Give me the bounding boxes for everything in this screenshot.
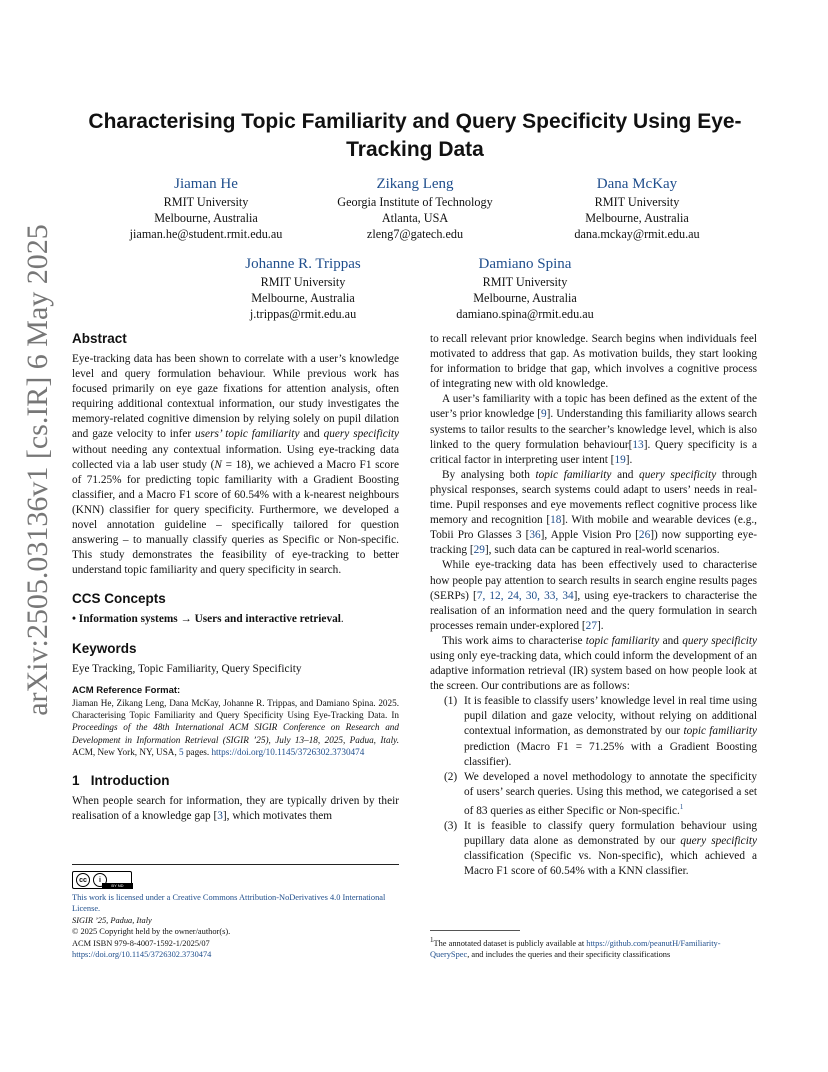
author-block: [90, 174, 322, 242]
acm-reference-doi-link[interactable]: https://doi.org/10.1145/3726302.3730474: [211, 747, 365, 758]
citation-link[interactable]: 36: [529, 529, 541, 542]
right-column: [430, 332, 757, 879]
cc-icon: cc: [76, 873, 90, 887]
author-name[interactable]: Johanne R. Trippas: [245, 256, 361, 272]
intro-heading: 1 Introduction: [72, 773, 170, 789]
author-name[interactable]: Zikang Leng: [376, 176, 454, 192]
dataset-link[interactable]: https://github.com/peanutH/Familiarity-QuerySpec: [430, 938, 721, 960]
author-affiliation: Georgia Institute of Technology: [337, 195, 493, 209]
author-location: Melbourne, Australia: [585, 211, 689, 225]
author-affiliation: RMIT University: [594, 195, 680, 209]
author-email: zleng7@gatech.edu: [366, 227, 464, 241]
license-block: [72, 892, 399, 960]
cc-strip: BY ND: [102, 883, 133, 889]
citation-link[interactable]: 7, 12, 24, 30, 33, 34: [476, 589, 574, 602]
intro-paragraph: When people search for information, they are typically driven by their realisation of a knowledge gap [3], which motivates them: [72, 795, 399, 823]
left-column: [72, 330, 399, 825]
ccs-concepts: • Information systems → Users and interactive retrieval.: [72, 613, 344, 626]
author-location: Atlanta, USA: [381, 211, 449, 225]
author-location: Melbourne, Australia: [154, 211, 258, 225]
author-affiliation: RMIT University: [260, 275, 346, 289]
author-block: [200, 254, 406, 322]
citation-link[interactable]: 29: [473, 544, 485, 557]
acm-reference-heading: ACM Reference Format:: [72, 684, 181, 696]
acm-reference-text: Jiaman He, Zikang Leng, Dana McKay, Johanne R. Trippas, and Damiano Spina. 2025. Characterising Topic Familiarity and Query Specificity Using Eye-Tracking Data. In Proceedings of the 48th International ACM SIGIR Conference on Research and Development in Information Retrieval (SIGIR ’25), July 13–18, 2025, Padua, Italy. ACM, New York, NY, USA, 5 pages. https://doi.org/10.1145/3726302.3730474: [72, 697, 399, 758]
author-email: damiano.spina@rmit.edu.au: [456, 307, 594, 321]
citation-link[interactable]: 3: [217, 810, 223, 823]
citation-link[interactable]: 18: [550, 514, 562, 527]
citation-link[interactable]: 27: [585, 619, 597, 632]
copyright-line: © 2025 Copyright held by the owner/author(s).: [72, 927, 231, 937]
doi-link[interactable]: https://doi.org/10.1145/3726302.3730474: [72, 950, 212, 960]
author-location: Melbourne, Australia: [251, 291, 355, 305]
isbn-line: ACM ISBN 979-8-4007-1592-1/2025/07: [72, 938, 210, 948]
contribution-item: (3) It is feasible to classify query formulation behaviour using pupillary data alone as demonstrated by our query specificity classification (Specific vs. Non-specific), which achieved a Macro F1 score of 60.54% with a KNN classifier.: [444, 819, 757, 878]
citation-link[interactable]: 26: [638, 529, 651, 542]
author-name[interactable]: Dana McKay: [596, 176, 678, 192]
author-email: j.trippas@rmit.edu.au: [249, 307, 357, 321]
author-name[interactable]: Damiano Spina: [478, 256, 572, 272]
intro-paragraph: A user’s familiarity with a topic has been defined as the extent of the user’s prior knowledge [9]. Understanding this familiarity allows search systems to tailor results to the searcher’s knowledge level, which is also linked to the query formulation behaviour[13]. Query specificity is a critical factor in interpreting user intent [19].: [430, 393, 757, 466]
author-affiliation: RMIT University: [163, 195, 249, 209]
author-email: jiaman.he@student.rmit.edu.au: [129, 227, 283, 241]
license-link[interactable]: This work is licensed under a Creative Commons Attribution-NoDerivatives 4.0 International License.: [72, 893, 386, 914]
footnote-divider: [72, 864, 399, 865]
author-block: [300, 174, 530, 242]
acm-reference: [72, 685, 399, 759]
contribution-item: (1) It is feasible to classify users’ knowledge level in real time using pupil dilation and gaze velocity, without relying on additional contextual information, as demonstrated by our topic familiarity prediction (Macro F1 = 71.25% with a Gradient Boosting classifier).: [444, 695, 757, 768]
citation-link[interactable]: 13: [632, 438, 644, 451]
contribution-item: (2) We developed a novel methodology to annotate the specificity of users’ search queries. Using this method, we categorised a set of 83 queries as either Specific or Non-specific.$^1$: [444, 770, 757, 817]
cc-license-badge[interactable]: [72, 871, 132, 889]
by-icon: i: [93, 873, 107, 887]
author-affiliation: RMIT University: [482, 275, 568, 289]
author-block: [420, 254, 630, 322]
keywords-heading: Keywords: [72, 640, 137, 656]
arxiv-identifier: arXiv:2505.03136v1 [cs.IR] 6 May 2025: [21, 224, 54, 716]
intro-paragraph: While eye-tracking data has been effectively used to characterise how people pay attention to search results in search engine results pages (SERPs) [7, 12, 24, 30, 33, 34], using eye-trackers to characterise the realisation of an information need and the query formulation in search processes remain under-explored [27].: [430, 559, 758, 632]
footnote: $^1$The annotated dataset is publicly available at https://github.com/peanutH/Familiarity-QuerySpec, and includes the queries and their specificity classifications: [430, 936, 721, 960]
intro-paragraph: to recall relevant prior knowledge. Search begins when individuals feel motivated to address that gap. As motivation builds, they start looking for information to bridge that gap, which involves a cognitive process of integrating new with old knowledge.: [430, 333, 757, 391]
author-email: dana.mckay@rmit.edu.au: [574, 227, 700, 241]
abstract-text: Eye-tracking data has been shown to correlate with a user’s knowledge level and query formulation behaviour. While previous work has focused primarily on eye gaze fixations for attention analysis, often requiring additional contextual information, our study investigates the memory-related cognitive dimension by relying solely on pupil dilation and gaze velocity to infer users’ topic familiarity and query specificity without needing any contextual information. Using eye-tracking data collected via a lab user study (N = 18), we achieved a Macro F1 score of 71.25% for predicting topic familiarity with a Gradient Boosting classifier, and a Macro F1 score of 60.54% with a k-nearest neighbours (KNN) classifier for query specificity. Furthermore, we developed a novel annotation guideline – specifically tailored for question answering – to manually classify queries as Specific or Non-specific. This study demonstrates the feasibility of eye-tracking to better understand topic familiarity and query specificity in search.: [72, 353, 400, 577]
keywords-text: Eye Tracking, Topic Familiarity, Query Specificity: [72, 662, 302, 675]
author-name[interactable]: Jiaman He: [174, 176, 238, 192]
citation-link[interactable]: 9: [541, 408, 547, 421]
paper-title: Characterising Topic Familiarity and Query Specificity Using Eye-Tracking Data: [88, 110, 742, 161]
venue-line: SIGIR ’25, Padua, Italy: [72, 915, 152, 925]
footnote-divider: [430, 930, 520, 931]
footnote-marker[interactable]: 1: [679, 802, 684, 811]
ccs-heading: CCS Concepts: [72, 591, 166, 607]
intro-paragraph: This work aims to characterise topic familiarity and query specificity using only eye-tracking data, which could inform the development of an adaptive information retrieval (IR) system based on how people look at the screen. Our contributions are as follows:: [430, 634, 757, 693]
author-location: Melbourne, Australia: [473, 291, 577, 305]
intro-paragraph: By analysing both topic familiarity and query specificity through physical responses, search systems could adapt to users’ needs in real-time. Pupil responses and eye movements reflect cognitive process like memory and recognition [18]. With mobile and wearable devices (e.g., Tobii Pro Glasses 3 [36], Apple Vision Pro [26]) now supporting eye-tracking [29], such data can be captured in real-world scenarios.: [430, 468, 758, 557]
abstract-heading: Abstract: [72, 331, 127, 346]
author-block: [520, 174, 754, 242]
citation-link[interactable]: 19: [614, 453, 626, 466]
